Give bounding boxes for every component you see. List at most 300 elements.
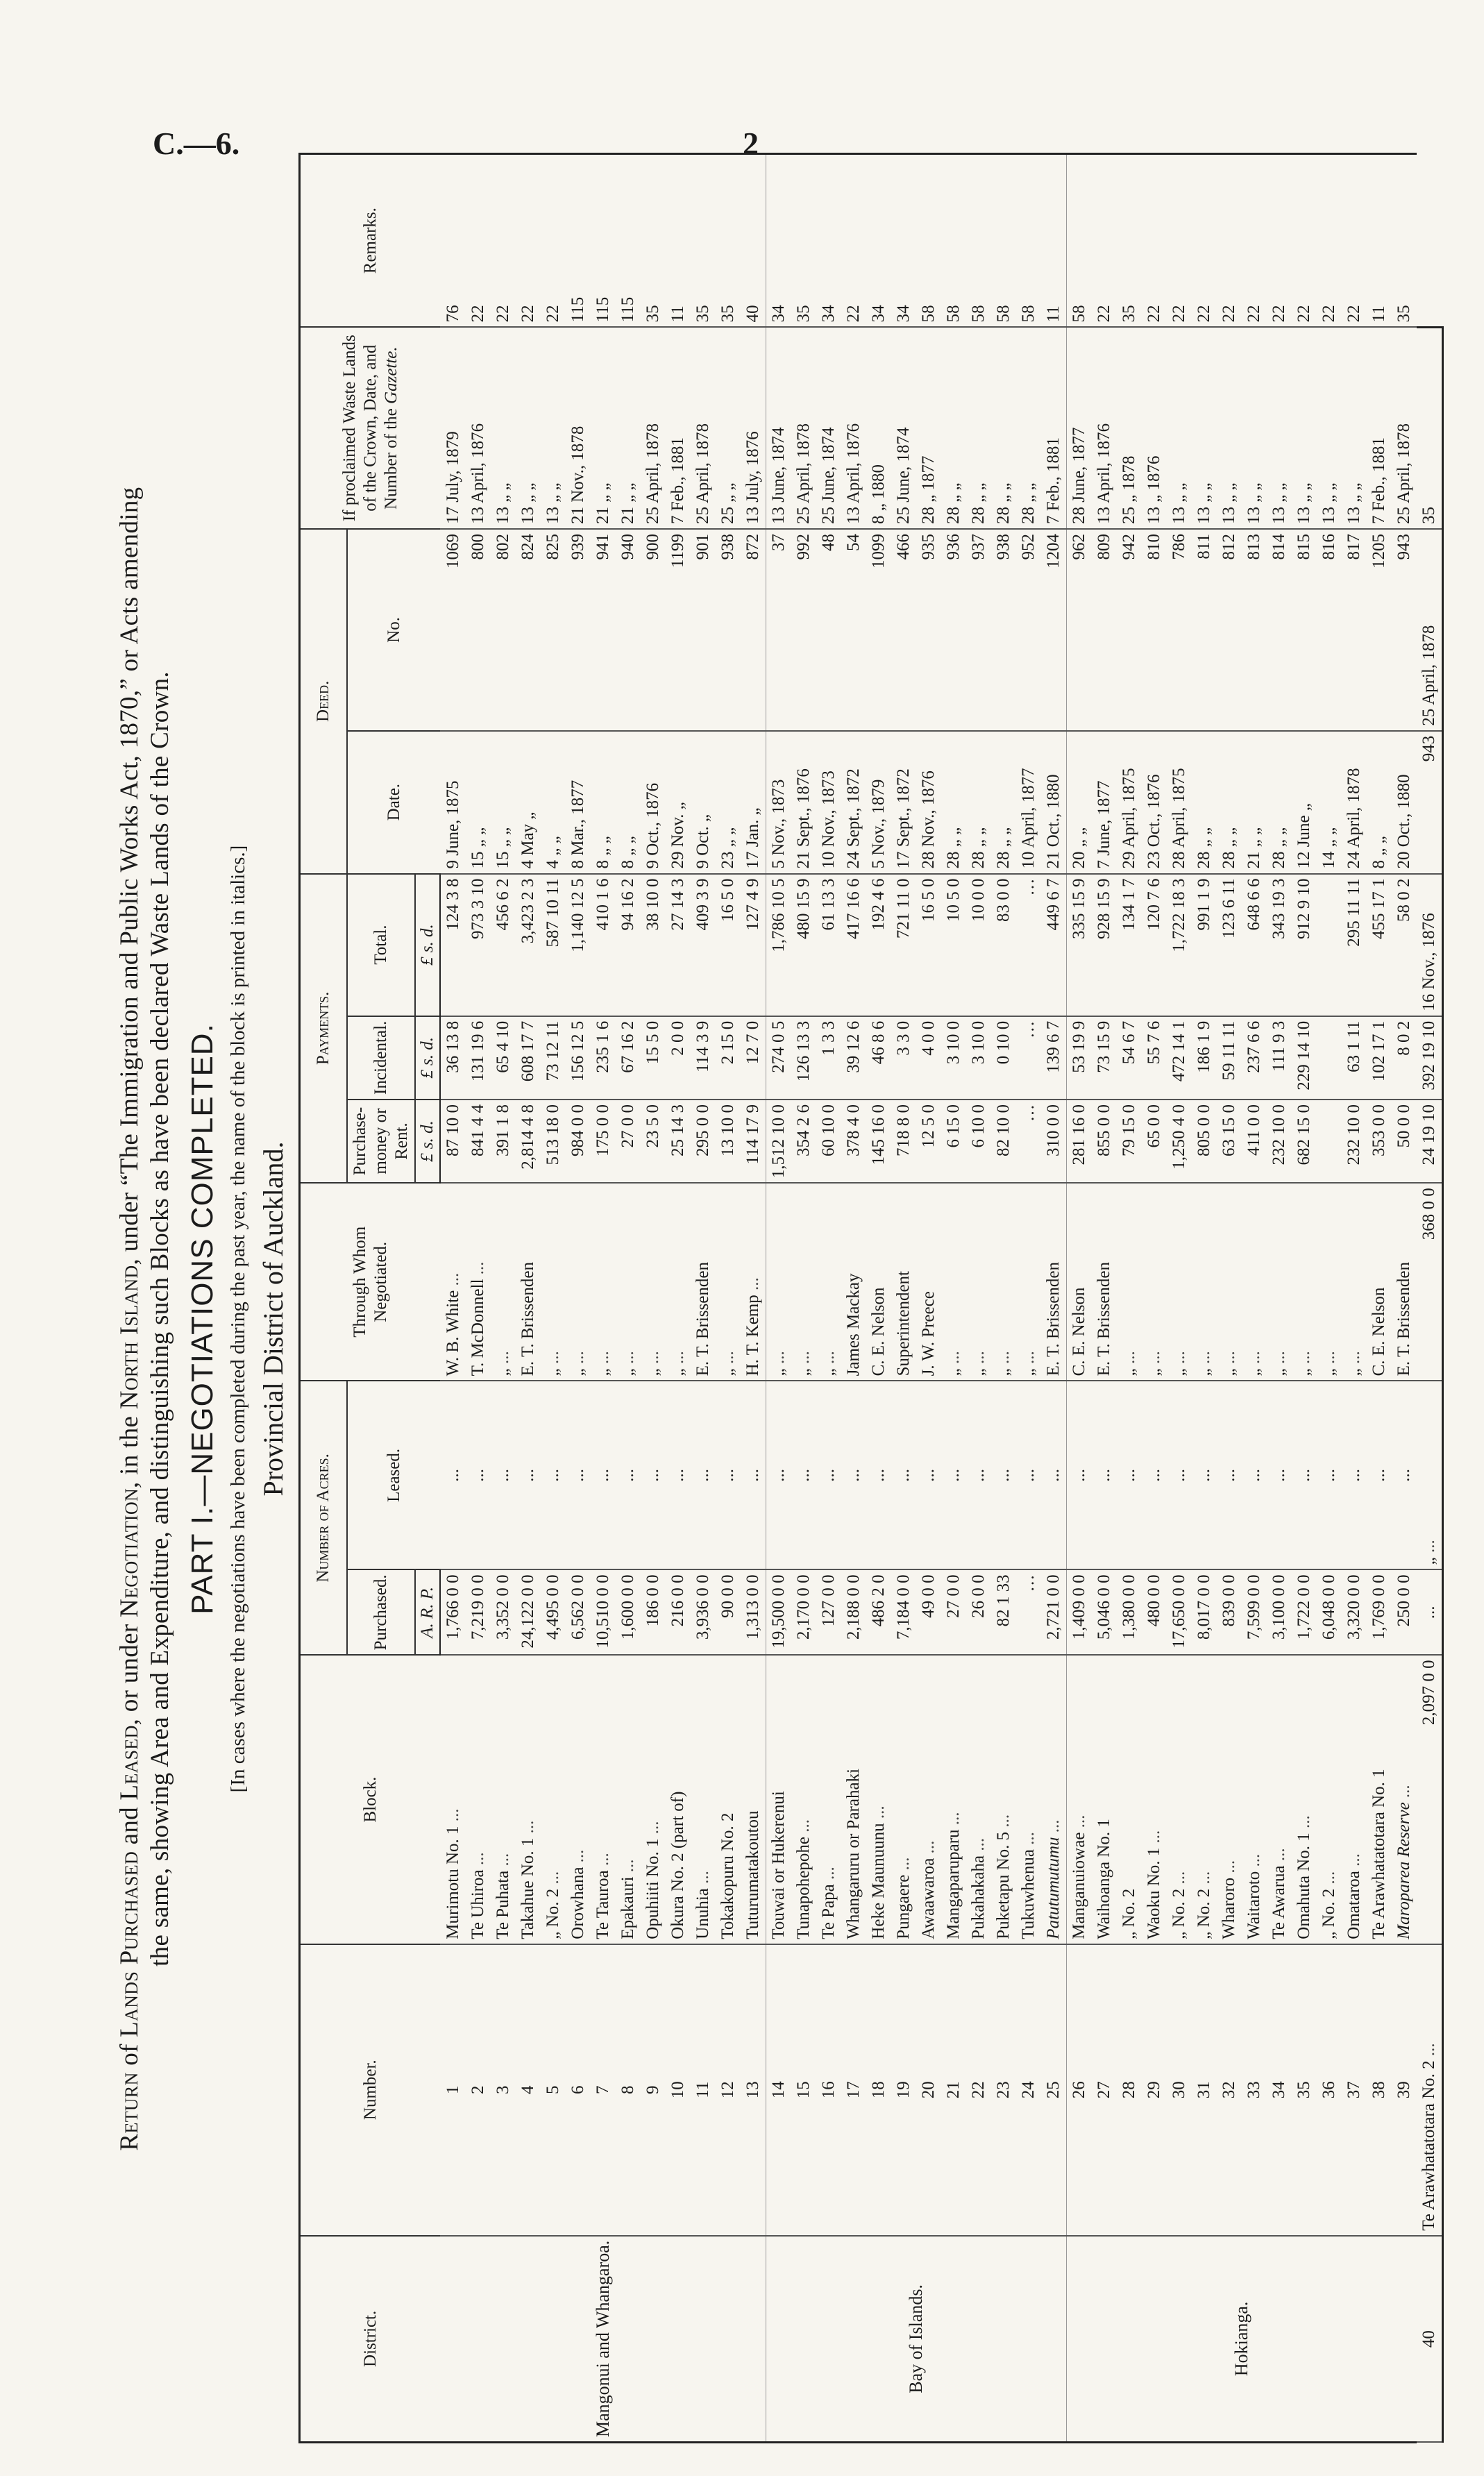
- negotiated-by: Superintendent: [894, 1271, 913, 1376]
- acres-leased: ...: [1192, 1381, 1217, 1569]
- incidental-cost: 73 12 11: [541, 1016, 566, 1100]
- total-cost: 721 11 0: [891, 874, 916, 1016]
- deed-number: 940: [616, 529, 641, 731]
- deed-number: 1199: [666, 529, 691, 731]
- row-number: 10: [666, 1944, 691, 2236]
- col-number: Number.: [300, 1944, 441, 2236]
- deed-date: 28 „ „: [1192, 731, 1217, 874]
- leader-dots: ...: [769, 1351, 788, 1365]
- gazette-number: 22: [466, 154, 491, 328]
- purchase-money: 391 1 8: [491, 1100, 516, 1183]
- gazette-number: 40: [741, 154, 766, 328]
- gazette-number: 35: [641, 154, 666, 328]
- total-cost: 192 4 6: [866, 874, 891, 1016]
- col-remarks: Remarks.: [300, 154, 441, 328]
- purchase-money: 295 0 0: [691, 1100, 716, 1183]
- deed-date: 15 „ „: [466, 731, 491, 874]
- incidental-cost: 111 9 3: [1267, 1016, 1292, 1100]
- row-number: 37: [1342, 1944, 1367, 2236]
- acres-purchased: 24,122 0 0: [516, 1569, 541, 1655]
- incidental-cost: 229 14 10: [1292, 1016, 1317, 1100]
- deed-date: 5 Nov., 1873: [766, 731, 792, 874]
- negotiator-cell: [841, 1183, 866, 1381]
- unit-money: £ s. d.: [415, 1100, 440, 1183]
- gazette-number: 115: [566, 154, 591, 328]
- provincial-district: Provincial District of Auckland.: [258, 1141, 289, 1497]
- row-number: 35: [1292, 1944, 1317, 2236]
- acres-leased: ...: [1092, 1381, 1117, 1569]
- acres-leased: ...: [941, 1381, 966, 1569]
- gazette-date: 13 „ „: [1242, 327, 1267, 529]
- row-number: 39: [1392, 1944, 1417, 2236]
- block-name: Murimotu No. 1: [443, 1826, 462, 1939]
- negotiator-cell: [891, 1183, 916, 1381]
- purchase-money: 368 0 0: [1417, 1183, 1443, 1381]
- acres-leased: ...: [1142, 1381, 1167, 1569]
- deed-date: 28 „ „: [1267, 731, 1292, 874]
- total-cost: 648 6 6: [1242, 874, 1267, 1016]
- gazette-date: 13 „ „: [1292, 327, 1317, 529]
- gazette-date: 25 April, 1878: [1392, 327, 1417, 529]
- negotiator-cell: [641, 1183, 666, 1381]
- gazette-date: 28 „ 1877: [916, 327, 941, 529]
- acres-leased: ...: [641, 1381, 666, 1569]
- leader-dots: ...: [618, 1859, 637, 1873]
- negotiator-cell: [766, 1183, 792, 1381]
- gazette-number: 22: [1267, 154, 1292, 328]
- table-row: [816, 154, 841, 2443]
- total-cost: 124 3 8: [440, 874, 466, 1016]
- total-cost: 343 19 3: [1267, 874, 1292, 1016]
- row-number: 18: [866, 1944, 891, 2236]
- total-cost: 973 3 10: [466, 874, 491, 1016]
- negotiated-by: E. T. Brissenden: [1044, 1262, 1063, 1376]
- block-name: Maroparea Reserve: [1394, 1802, 1413, 1939]
- deed-number: 1069: [440, 529, 466, 731]
- block-cell: [991, 1655, 1016, 1944]
- negotiated-by: W. B. White: [443, 1290, 462, 1376]
- col-block: Block.: [300, 1655, 441, 1944]
- gazette-date: 13 „ 1876: [1142, 327, 1167, 529]
- gazette-date: 13 „ „: [516, 327, 541, 529]
- purchase-money: 25 14 3: [666, 1100, 691, 1183]
- acres-purchased: 3,352 0 0: [491, 1569, 516, 1655]
- negotiator-cell: [1417, 1381, 1443, 1569]
- negotiated-by: „: [944, 1368, 963, 1376]
- block-cell: [1292, 1655, 1317, 1944]
- deed-number: 811: [1192, 529, 1217, 731]
- row-number: 30: [1167, 1944, 1192, 2236]
- block-cell: [541, 1655, 566, 1944]
- total-cost: …: [1016, 874, 1041, 1016]
- negotiator-cell: [440, 1183, 466, 1381]
- gazette-date: 21 „ „: [591, 327, 616, 529]
- negotiator-cell: [516, 1183, 541, 1381]
- total-cost: 38 10 0: [641, 874, 666, 1016]
- block-cell: [1392, 1655, 1417, 1944]
- incidental-cost: 4 0 0: [916, 1016, 941, 1100]
- deed-number: 817: [1342, 529, 1367, 731]
- gazette-number: 22: [1292, 154, 1317, 328]
- leader-dots: ...: [944, 1812, 963, 1826]
- block-cell: [1192, 1655, 1217, 1944]
- gazette-number: 76: [440, 154, 466, 328]
- block-cell: [716, 1655, 741, 1944]
- gazette-date: 13 „ „: [1267, 327, 1292, 529]
- deed-date: 16 Nov., 1876: [1417, 874, 1443, 1016]
- leader-dots: ...: [568, 1351, 587, 1365]
- row-number: 40: [1417, 2236, 1443, 2443]
- incidental-cost: 65 4 10: [491, 1016, 516, 1100]
- leader-dots: ...: [1319, 1871, 1338, 1885]
- row-number: 19: [891, 1944, 916, 2236]
- table-row: [741, 154, 766, 2443]
- purchase-money: 353 0 0: [1367, 1100, 1392, 1183]
- gazette-number: 22: [516, 154, 541, 328]
- negotiator-cell: [691, 1183, 716, 1381]
- row-number: 24: [1016, 1944, 1041, 2236]
- acres-leased: ...: [1242, 1381, 1267, 1569]
- table-row: [541, 154, 566, 2443]
- title-fragment: , in the: [115, 1409, 144, 1488]
- acres-leased: ...: [491, 1381, 516, 1569]
- block-name: Touwai or Hukerenui: [769, 1791, 788, 1939]
- table-row: [1242, 154, 1267, 2443]
- negotiated-by: E. T. Brissenden: [518, 1262, 537, 1376]
- acres-purchased: 90 0 0: [716, 1569, 741, 1655]
- block-name: „ No. 2: [543, 1888, 562, 1939]
- block-name: Manganuiowae: [1070, 1832, 1088, 1939]
- deed-number: 813: [1242, 529, 1267, 731]
- gazette-number: 22: [541, 154, 566, 328]
- gazette-date: 25 April, 1878: [1417, 529, 1443, 731]
- deed-date: 28 April, 1875: [1167, 731, 1192, 874]
- title-line-2: the same, showing Area and Expenditure, and distinguishing such Blocks as have been declared Waste Lands of the Crown.: [146, 671, 174, 1967]
- deed-date: 10 Nov., 1873: [816, 731, 841, 874]
- title-fragment: Leased: [115, 1725, 144, 1801]
- total-cost: 392 19 10: [1417, 1016, 1443, 1100]
- row-number: 12: [716, 1944, 741, 2236]
- purchase-money: 682 15 0: [1292, 1100, 1317, 1183]
- leader-dots: ...: [1394, 1785, 1413, 1799]
- acres-purchased: 4,495 0 0: [541, 1569, 566, 1655]
- negotiator-cell: [866, 1183, 891, 1381]
- gazette-number: 22: [1217, 154, 1242, 328]
- negotiator-cell: [1092, 1183, 1117, 1381]
- deed-number: 938: [716, 529, 741, 731]
- district-name: Hokianga.: [1067, 2236, 1417, 2443]
- deed-date: 20 „ „: [1067, 731, 1093, 874]
- table-row: [916, 154, 941, 2443]
- negotiator-cell: [1167, 1183, 1192, 1381]
- gazette-date: 13 April, 1876: [466, 327, 491, 529]
- block-name: Epakauri: [618, 1876, 637, 1939]
- negotiated-by: „: [1120, 1368, 1138, 1376]
- block-name: Whangaruru or Parahaki: [844, 1768, 863, 1939]
- deed-number: 942: [1117, 529, 1142, 731]
- row-number: 20: [916, 1944, 941, 2236]
- block-name: Tuturumatakoutou: [743, 1810, 762, 1939]
- block-name: Pungaere: [894, 1874, 913, 1939]
- purchase-money: 63 15 0: [1217, 1100, 1242, 1183]
- acres-purchased: 3,320 0 0: [1342, 1569, 1367, 1655]
- title-lead: Return: [115, 2072, 144, 2151]
- leader-dots: ...: [543, 1351, 562, 1365]
- block-name: Te Uhiroa: [469, 1869, 487, 1939]
- total-cost: 1,140 12 5: [566, 874, 591, 1016]
- acres-leased: ...: [1392, 1381, 1417, 1569]
- row-number: 23: [991, 1944, 1016, 2236]
- negotiator-cell: [966, 1183, 991, 1381]
- acres-purchased: 6,562 0 0: [566, 1569, 591, 1655]
- gazette-number: 115: [591, 154, 616, 328]
- incidental-cost: 55 7 6: [1142, 1016, 1167, 1100]
- gazette-number: 35: [691, 154, 716, 328]
- col-leased: Leased.: [347, 1381, 440, 1569]
- total-cost: 449 6 7: [1041, 874, 1067, 1016]
- col-through: Through Whom Negotiated.: [300, 1183, 441, 1381]
- leader-dots: ...: [819, 1867, 838, 1880]
- block-name: Orowhana: [568, 1867, 587, 1939]
- total-cost: 58 0 2: [1392, 874, 1417, 1016]
- negotiator-cell: [666, 1183, 691, 1381]
- gazette-date: 17 July, 1879: [440, 327, 466, 529]
- gazette-number: 22: [1092, 154, 1117, 328]
- acres-purchased: 17,650 0 0: [1167, 1569, 1192, 1655]
- total-cost: 10 5 0: [941, 874, 966, 1016]
- incidental-cost: 63 1 11: [1342, 1016, 1367, 1100]
- leader-dots: ...: [1019, 1351, 1038, 1365]
- deed-number: 812: [1217, 529, 1242, 731]
- purchase-money: …: [1016, 1100, 1041, 1183]
- block-name: Te Papa: [819, 1884, 838, 1939]
- incidental-cost: 2 15 0: [716, 1016, 741, 1100]
- deed-number: 1204: [1041, 529, 1067, 731]
- incidental-cost: 237 6 6: [1242, 1016, 1267, 1100]
- gazette-date: 13 April, 1876: [1092, 327, 1117, 529]
- leader-dots: ...: [1195, 1351, 1213, 1365]
- acres-leased: ...: [1267, 1381, 1292, 1569]
- deed-date: 28 Nov., 1876: [916, 731, 941, 874]
- block-cell: [841, 1655, 866, 1944]
- block-name: Omataroa: [1344, 1871, 1363, 1939]
- incidental-cost: 0 10 0: [991, 1016, 1016, 1100]
- table-row: [1417, 154, 1443, 2443]
- acres-purchased: 1,769 0 0: [1367, 1569, 1392, 1655]
- table-row: [1292, 154, 1317, 2443]
- gazette-number: 35: [1392, 154, 1417, 328]
- table-row: [1117, 154, 1142, 2443]
- block-cell: [816, 1655, 841, 1944]
- incidental-cost: 156 12 5: [566, 1016, 591, 1100]
- gazette-date: 25 June, 1874: [891, 327, 916, 529]
- acres-leased: ...: [1417, 1569, 1443, 1655]
- negotiated-by: „: [794, 1368, 813, 1376]
- block-cell: [866, 1655, 891, 1944]
- col-deed-group: Deed.: [300, 529, 348, 873]
- gazette-number: 22: [1317, 154, 1342, 328]
- col-purchase-money: Purchase-money or Rent.: [347, 1100, 415, 1183]
- gazette-number: 22: [1142, 154, 1167, 328]
- total-cost: 409 3 9: [691, 874, 716, 1016]
- incidental-cost: 274 0 5: [766, 1016, 792, 1100]
- purchase-money: 2,814 4 8: [516, 1100, 541, 1183]
- block-cell: [791, 1655, 816, 1944]
- deed-number: 901: [691, 529, 716, 731]
- block-name: Mangaparuparu: [944, 1829, 963, 1939]
- acres-purchased: 1,313 0 0: [741, 1569, 766, 1655]
- gazette-number: 11: [1367, 154, 1392, 328]
- negotiator-cell: [1067, 1183, 1093, 1381]
- block-cell: [966, 1655, 991, 1944]
- district-name: Mangonui and Whangaroa.: [440, 2236, 766, 2443]
- negotiator-cell: [1292, 1183, 1317, 1381]
- leader-dots: ...: [568, 1849, 587, 1863]
- deed-number: 54: [841, 529, 866, 731]
- title-fragment: , under “The Immigration and Public Works Act, 1870,” or Acts amending: [115, 487, 144, 1265]
- leader-dots: ...: [1195, 1871, 1213, 1885]
- gazette-date: 25 April, 1878: [641, 327, 666, 529]
- incidental-cost: …: [1016, 1016, 1041, 1100]
- block-cell: [1317, 1655, 1342, 1944]
- leader-dots: ...: [1419, 2043, 1438, 2057]
- block-name: Tukuwhenua: [1019, 1849, 1038, 1939]
- purchase-money: 6 10 0: [966, 1100, 991, 1183]
- negotiator-cell: [941, 1183, 966, 1381]
- purchase-money: 1,512 10 0: [766, 1100, 792, 1183]
- deed-date: 4 May „: [516, 731, 541, 874]
- leader-dots: ...: [1044, 1819, 1063, 1833]
- leader-dots: ...: [443, 1808, 462, 1822]
- incidental-cost: 3 3 0: [891, 1016, 916, 1100]
- col-incidental: Incidental.: [347, 1016, 415, 1100]
- page-number: 2: [743, 126, 759, 161]
- gazette-date: 7 Feb., 1881: [1041, 327, 1067, 529]
- purchase-money: [1317, 1100, 1342, 1183]
- acres-purchased: 1,766 0 0: [440, 1569, 466, 1655]
- negotiated-by: „: [1220, 1368, 1238, 1376]
- total-cost: 1,722 18 3: [1167, 874, 1192, 1016]
- purchase-money: 60 10 0: [816, 1100, 841, 1183]
- block-name: Patutumutumu: [1044, 1837, 1063, 1939]
- purchase-money: 27 0 0: [616, 1100, 641, 1183]
- deed-date: 20 Oct., 1880: [1392, 731, 1417, 874]
- total-cost: 123 6 11: [1217, 874, 1242, 1016]
- purchase-money: 513 18 0: [541, 1100, 566, 1183]
- leader-dots: ...: [593, 1351, 612, 1365]
- negotiator-cell: [716, 1183, 741, 1381]
- incidental-cost: 12 7 0: [741, 1016, 766, 1100]
- gazette-number: 58: [1067, 154, 1093, 328]
- table-row: [566, 154, 591, 2443]
- block-name: Heke Maunuunu: [869, 1823, 888, 1939]
- deed-number: 941: [591, 529, 616, 731]
- acres-purchased: 216 0 0: [666, 1569, 691, 1655]
- row-number: 34: [1267, 1944, 1292, 2236]
- purchase-money: 13 10 0: [716, 1100, 741, 1183]
- purchase-money: 354 2 6: [791, 1100, 816, 1183]
- acres-leased: ...: [691, 1381, 716, 1569]
- negotiated-by: C. E. Nelson: [1070, 1287, 1088, 1376]
- gazette-date: 25 „ „: [716, 327, 741, 529]
- negotiator-cell: [541, 1183, 566, 1381]
- leader-dots: ...: [994, 1351, 1013, 1365]
- block-cell: [1367, 1655, 1392, 1944]
- unit-money: £ s. d.: [415, 1016, 440, 1100]
- negotiator-cell: [1016, 1183, 1041, 1381]
- block-cell: [666, 1655, 691, 1944]
- negotiator-cell: [1117, 1183, 1142, 1381]
- leader-dots: ...: [643, 1821, 662, 1835]
- deed-date: 8 „ „: [1367, 731, 1392, 874]
- leader-dots: ...: [1270, 1848, 1288, 1862]
- negotiated-by: „: [668, 1368, 687, 1376]
- purchase-money: 50 0 0: [1392, 1100, 1417, 1183]
- row-number: 22: [966, 1944, 991, 2236]
- negotiator-cell: [491, 1183, 516, 1381]
- leader-dots: ...: [794, 1819, 813, 1833]
- acres-leased: ...: [516, 1381, 541, 1569]
- acres-leased: ...: [1367, 1381, 1392, 1569]
- row-number: 6: [566, 1944, 591, 2236]
- negotiator-cell: [1142, 1183, 1167, 1381]
- acres-purchased: 127 0 0: [816, 1569, 841, 1655]
- negotiator-cell: [1367, 1183, 1392, 1381]
- district-name: Bay of Islands.: [766, 2236, 1067, 2443]
- gazette-date: 13 July, 1876: [741, 327, 766, 529]
- negotiator-cell: [816, 1183, 841, 1381]
- row-number: 13: [741, 1944, 766, 2236]
- gazette-date: 13 „ „: [1217, 327, 1242, 529]
- incidental-cost: 114 3 9: [691, 1016, 716, 1100]
- incidental-cost: 54 6 7: [1117, 1016, 1142, 1100]
- block-name: Omahuta No. 1: [1295, 1833, 1313, 1939]
- unit-acres: A. R. P.: [415, 1569, 440, 1655]
- deed-number: 872: [741, 529, 766, 731]
- leader-dots: ...: [1419, 1540, 1438, 1553]
- leader-dots: ...: [969, 1837, 988, 1851]
- gazette-date: 7 Feb., 1881: [666, 327, 691, 529]
- purchase-money: 378 4 0: [841, 1100, 866, 1183]
- leader-dots: ...: [1220, 1860, 1238, 1873]
- acres-purchased: 486 2 0: [866, 1569, 891, 1655]
- col-waste-lands: [300, 327, 441, 529]
- incidental-cost: 67 16 2: [616, 1016, 641, 1100]
- gazette-number: 35: [1117, 154, 1142, 328]
- deed-number: 802: [491, 529, 516, 731]
- leader-dots: ...: [794, 1351, 813, 1365]
- incidental-cost: 8 0 2: [1392, 1016, 1417, 1100]
- purchase-money: 411 0 0: [1242, 1100, 1267, 1183]
- purchase-money: 12 5 0: [916, 1100, 941, 1183]
- acres-purchased: 186 0 0: [641, 1569, 666, 1655]
- acres-leased: ...: [841, 1381, 866, 1569]
- block-cell: [1092, 1655, 1117, 1944]
- negotiator-cell: [916, 1183, 941, 1381]
- deed-date: 23 „ „: [716, 731, 741, 874]
- block-name: Waitaroto: [1245, 1871, 1263, 1939]
- leader-dots: ...: [718, 1351, 737, 1365]
- purchase-money: 6 15 0: [941, 1100, 966, 1183]
- negotiated-by: „: [543, 1368, 562, 1376]
- purchase-money: 1,250 4 0: [1167, 1100, 1192, 1183]
- gazette-date: 25 June, 1874: [816, 327, 841, 529]
- acres-leased: ...: [666, 1381, 691, 1569]
- leader-dots: ...: [1170, 1871, 1188, 1885]
- deed-number: 815: [1292, 529, 1317, 731]
- table-row: [1142, 154, 1167, 2443]
- deed-number: 1205: [1367, 529, 1392, 731]
